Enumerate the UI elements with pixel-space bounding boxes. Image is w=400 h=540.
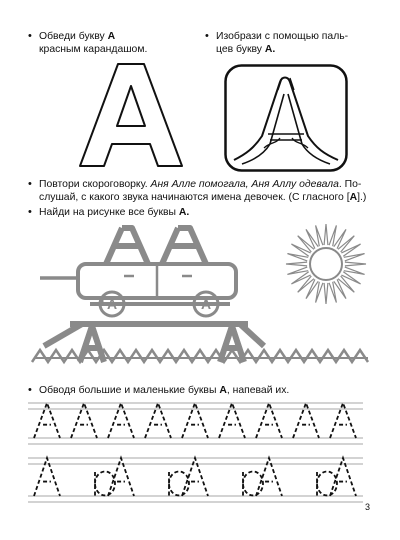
task2-text2: цев букву: [216, 44, 262, 55]
sun-ray: [286, 262, 307, 266]
task5-text: Обводя большие и маленькие буквы: [39, 385, 217, 396]
task-tongue-twister: [28, 178, 373, 204]
sun-ray: [287, 267, 308, 274]
tracing-row-capital-a: [34, 403, 356, 438]
sun-ray: [345, 262, 366, 266]
page-number: 3: [364, 502, 370, 512]
task-outline-letter: [28, 30, 198, 56]
wheel-letter-right: А: [200, 296, 212, 312]
dotted-small-a: [169, 471, 189, 496]
hands-letter-a-illustration: [224, 64, 348, 172]
roof-letter-a-right: [162, 228, 206, 264]
dotted-small-a: [95, 471, 115, 496]
task3-line1a: Повтори скороговорку.: [39, 179, 151, 190]
sun-ray: [344, 267, 365, 274]
dotted-small-a: [317, 471, 337, 496]
bullet-icon: •: [28, 206, 32, 218]
wheel-letter-left: А: [106, 296, 118, 312]
bullet-icon: •: [205, 30, 209, 42]
sun-ray: [316, 225, 323, 246]
tracing-rows: [28, 398, 368, 516]
sun-ray: [329, 225, 336, 246]
dotted-capital-a: [330, 403, 356, 438]
sun-ray: [324, 224, 328, 245]
bridge-letter-a-right: [220, 326, 244, 362]
dotted-capital-a: [108, 403, 134, 438]
task1-letter: А: [107, 31, 116, 42]
sun-ray: [329, 282, 336, 303]
sun-ray: [316, 282, 323, 303]
dotted-capital-a: [71, 403, 97, 438]
dotted-capital-a: [145, 403, 171, 438]
task3-line2: слушай, с какого звука начинаются имена девочек. (С гласного [: [39, 192, 350, 203]
task3-line1b: . По-: [338, 179, 362, 190]
task2-letter: А.: [264, 44, 276, 55]
task5-text2: , напевай их.: [226, 385, 290, 396]
task4-letter: А.: [178, 207, 190, 218]
task3-line2-bold: А: [349, 192, 358, 203]
sun-ray: [344, 254, 365, 261]
sun-ray: [287, 254, 308, 261]
dotted-capital-a: [34, 403, 60, 438]
sun-ray: [324, 283, 328, 304]
task3-italic: Аня Алле помогала, Аня Аллу одевала: [150, 179, 339, 190]
dotted-capital-a: [219, 403, 245, 438]
dotted-capital-a: [256, 403, 282, 438]
roof-letter-a-left: [106, 228, 148, 264]
task1-text: Обведи букву: [39, 31, 105, 42]
task3-line2-end: ].): [357, 192, 367, 203]
task2-text: Изобрази с помощью паль-: [216, 31, 349, 42]
big-outlined-letter-a: [76, 60, 186, 170]
bullet-icon: •: [28, 30, 32, 42]
task-find-letters: [28, 206, 373, 219]
dotted-capital-a: [293, 403, 319, 438]
task5-letter: А: [219, 385, 227, 396]
task-finger-letter: [205, 30, 375, 56]
sun-illustration: [282, 222, 370, 306]
task1-text2: красным карандашом.: [39, 44, 148, 55]
bullet-icon: •: [28, 178, 32, 190]
dotted-small-a: [243, 471, 263, 496]
task-trace-letters: [28, 384, 373, 397]
dotted-capital-a: [182, 403, 208, 438]
bullet-icon: •: [28, 384, 32, 396]
task4-text: Найди на рисунке все буквы: [39, 207, 177, 218]
